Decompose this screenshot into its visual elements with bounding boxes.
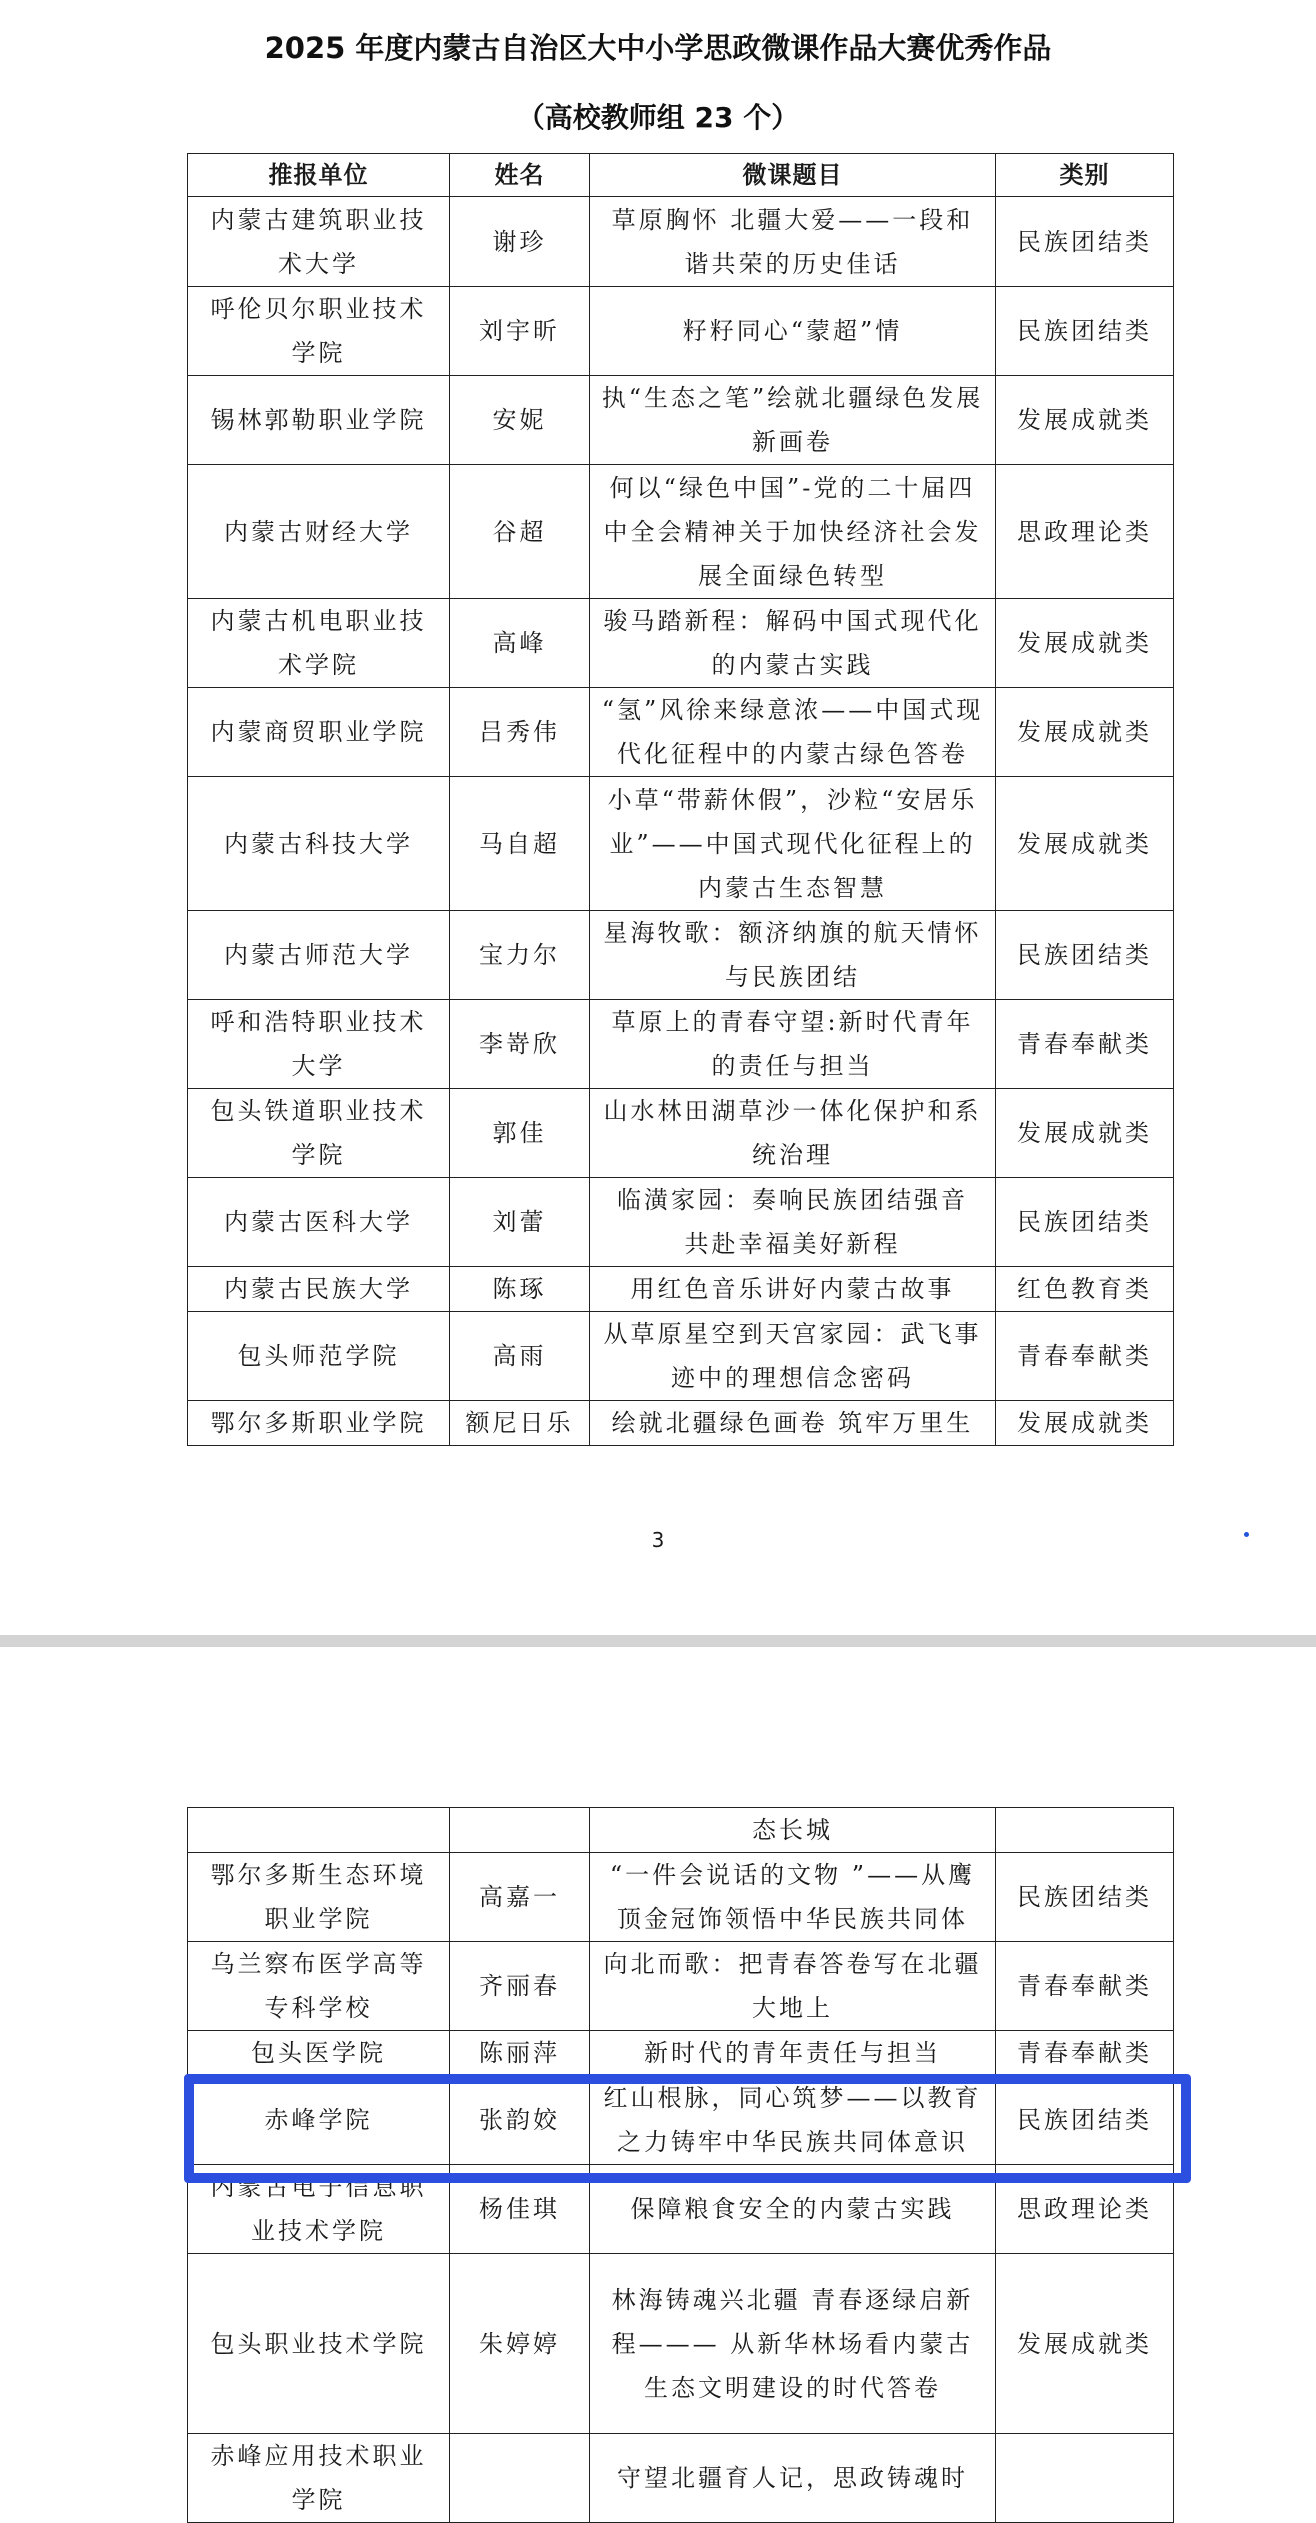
- cell-category: 思政理论类: [996, 465, 1174, 599]
- cell-category: 发展成就类: [996, 1089, 1174, 1178]
- cell-topic: “一件会说话的文物 ”——从鹰顶金冠饰领悟中华民族共同体: [590, 1853, 996, 1942]
- cell-name: 陈丽萍: [450, 2031, 590, 2076]
- table-row: [188, 2254, 1174, 2434]
- cell-name: 郭佳: [450, 1089, 590, 1178]
- cell-name: 杨佳琪: [450, 2165, 590, 2254]
- cell-category: 发展成就类: [996, 777, 1174, 911]
- table-row: [188, 1853, 1174, 1942]
- cell-name: 谷超: [450, 465, 590, 599]
- cell-category: 发展成就类: [996, 2254, 1174, 2434]
- cell-topic: 草原胸怀 北疆大爱——一段和谐共荣的历史佳话: [590, 197, 996, 287]
- awards-table-page-4: [187, 1807, 1174, 2523]
- header-category: 类别: [996, 154, 1174, 197]
- cell-unit: 内蒙古民族大学: [188, 1267, 450, 1312]
- cell-category: 发展成就类: [996, 688, 1174, 777]
- cell-topic: 新时代的青年责任与担当: [590, 2031, 996, 2076]
- table-row: [188, 1401, 1174, 1446]
- cell-topic: 何以“绿色中国”-党的二十届四中全会精神关于加快经济社会发展全面绿色转型: [590, 465, 996, 599]
- cell-topic: 态长城: [590, 1808, 996, 1853]
- cell-topic: 星海牧歌：额济纳旗的航天情怀与民族团结: [590, 911, 996, 1000]
- cell-topic: 小草“带薪休假”，沙粒“安居乐业”——中国式现代化征程上的内蒙古生态智慧: [590, 777, 996, 911]
- cell-topic: 从草原星空到天宫家园：武飞事迹中的理想信念密码: [590, 1312, 996, 1401]
- cell-unit: 内蒙古建筑职业技术大学: [188, 197, 450, 287]
- cell-unit: 赤峰学院: [188, 2076, 450, 2165]
- cell-name: 高峰: [450, 599, 590, 688]
- cell-unit: 呼伦贝尔职业技术学院: [188, 287, 450, 376]
- cell-category: 民族团结类: [996, 1178, 1174, 1267]
- table-row: [188, 2076, 1174, 2165]
- awards-table-page-3: [187, 153, 1174, 1446]
- cell-unit: 包头职业技术学院: [188, 2254, 450, 2434]
- cell-name: 张韵姣: [450, 2076, 590, 2165]
- table-row: [188, 1808, 1174, 1853]
- cell-name: 朱婷婷: [450, 2254, 590, 2434]
- cell-topic: 红山根脉，同心筑梦——以教育之力铸牢中华民族共同体意识: [590, 2076, 996, 2165]
- table-row: [188, 287, 1174, 376]
- header-topic: 微课题目: [590, 154, 996, 197]
- cell-unit: 赤峰应用技术职业学院: [188, 2434, 450, 2523]
- cell-unit: 鄂尔多斯生态环境职业学院: [188, 1853, 450, 1942]
- table-row: [188, 777, 1174, 911]
- cell-category: 红色教育类: [996, 1267, 1174, 1312]
- cell-topic: 守望北疆育人记，思政铸魂时: [590, 2434, 996, 2523]
- cell-unit: 鄂尔多斯职业学院: [188, 1401, 450, 1446]
- cell-name: 齐丽春: [450, 1942, 590, 2031]
- table-row: [188, 1267, 1174, 1312]
- cell-unit: 锡林郭勒职业学院: [188, 376, 450, 465]
- cell-topic: 用红色音乐讲好内蒙古故事: [590, 1267, 996, 1312]
- cell-unit: 内蒙古机电职业技术学院: [188, 599, 450, 688]
- cell-unit: 内蒙商贸职业学院: [188, 688, 450, 777]
- scroll-marker-dot: [1244, 1532, 1249, 1537]
- cell-category: 发展成就类: [996, 376, 1174, 465]
- cell-category: 民族团结类: [996, 287, 1174, 376]
- cell-name: 额尼日乐: [450, 1401, 590, 1446]
- page-number: 3: [651, 1528, 665, 1552]
- table-header-row: [188, 154, 1174, 197]
- cell-name: 李嵜欣: [450, 1000, 590, 1089]
- table-row: [188, 376, 1174, 465]
- cell-name: 马自超: [450, 777, 590, 911]
- cell-name: 安妮: [450, 376, 590, 465]
- document-subtitle: （高校教师组 23 个）: [516, 101, 800, 134]
- cell-topic: 保障粮食安全的内蒙古实践: [590, 2165, 996, 2254]
- cell-topic: 执“生态之笔”绘就北疆绿色发展新画卷: [590, 376, 996, 465]
- cell-name: 刘蕾: [450, 1178, 590, 1267]
- cell-name: 高嘉一: [450, 1853, 590, 1942]
- table-row: [188, 1000, 1174, 1089]
- table-row: [188, 911, 1174, 1000]
- table-row: [188, 465, 1174, 599]
- cell-name: 陈琢: [450, 1267, 590, 1312]
- cell-topic: “氢”风徐来绿意浓——中国式现代化征程中的内蒙古绿色答卷: [590, 688, 996, 777]
- cell-topic: 骏马踏新程：解码中国式现代化的内蒙古实践: [590, 599, 996, 688]
- cell-category: 思政理论类: [996, 2165, 1174, 2254]
- cell-unit: 乌兰察布医学高等专科学校: [188, 1942, 450, 2031]
- cell-topic: 山水林田湖草沙一体化保护和系统治理: [590, 1089, 996, 1178]
- cell-topic: 绘就北疆绿色画卷 筑牢万里生: [590, 1401, 996, 1446]
- cell-category: [996, 2434, 1174, 2523]
- table-row: [188, 2031, 1174, 2076]
- cell-unit: 内蒙古科技大学: [188, 777, 450, 911]
- table-row: [188, 1178, 1174, 1267]
- cell-topic: 向北而歌：把青春答卷写在北疆大地上: [590, 1942, 996, 2031]
- cell-unit: 呼和浩特职业技术大学: [188, 1000, 450, 1089]
- cell-name: [450, 2434, 590, 2523]
- header-unit: 推报单位: [188, 154, 450, 197]
- cell-category: 发展成就类: [996, 599, 1174, 688]
- header-name: 姓名: [450, 154, 590, 197]
- cell-unit: 内蒙古师范大学: [188, 911, 450, 1000]
- cell-category: 青春奉献类: [996, 2031, 1174, 2076]
- cell-unit: 包头师范学院: [188, 1312, 450, 1401]
- cell-topic: 临潢家园：奏响民族团结强音 共赴幸福美好新程: [590, 1178, 996, 1267]
- table-row: [188, 2165, 1174, 2254]
- table-row: [188, 1942, 1174, 2031]
- cell-unit: 内蒙古电子信息职业技术学院: [188, 2165, 450, 2254]
- document-title: 2025 年度内蒙古自治区大中小学思政微课作品大赛优秀作品: [264, 31, 1052, 65]
- cell-unit: 包头医学院: [188, 2031, 450, 2076]
- cell-name: 刘宇昕: [450, 287, 590, 376]
- cell-unit: 内蒙古财经大学: [188, 465, 450, 599]
- cell-category: 青春奉献类: [996, 1942, 1174, 2031]
- cell-category: 发展成就类: [996, 1401, 1174, 1446]
- page-separator: [0, 1635, 1316, 1647]
- cell-category: 民族团结类: [996, 197, 1174, 287]
- cell-unit: 包头铁道职业技术学院: [188, 1089, 450, 1178]
- table-row: [188, 688, 1174, 777]
- cell-name: 高雨: [450, 1312, 590, 1401]
- table-row: [188, 599, 1174, 688]
- cell-unit: [188, 1808, 450, 1853]
- cell-name: 谢珍: [450, 197, 590, 287]
- cell-category: 民族团结类: [996, 2076, 1174, 2165]
- cell-unit: 内蒙古医科大学: [188, 1178, 450, 1267]
- cell-category: 民族团结类: [996, 911, 1174, 1000]
- table-row: [188, 1312, 1174, 1401]
- table-row: [188, 197, 1174, 287]
- cell-category: 民族团结类: [996, 1853, 1174, 1942]
- cell-category: [996, 1808, 1174, 1853]
- table-row: [188, 1089, 1174, 1178]
- cell-name: 宝力尔: [450, 911, 590, 1000]
- cell-name: [450, 1808, 590, 1853]
- cell-topic: 草原上的青春守望:新时代青年的责任与担当: [590, 1000, 996, 1089]
- cell-category: 青春奉献类: [996, 1312, 1174, 1401]
- cell-category: 青春奉献类: [996, 1000, 1174, 1089]
- cell-name: 吕秀伟: [450, 688, 590, 777]
- cell-topic: 籽籽同心“蒙超”情: [590, 287, 996, 376]
- table-row: [188, 2434, 1174, 2523]
- cell-topic: 林海铸魂兴北疆 青春逐绿启新程——— 从新华林场看内蒙古生态文明建设的时代答卷: [590, 2254, 996, 2434]
